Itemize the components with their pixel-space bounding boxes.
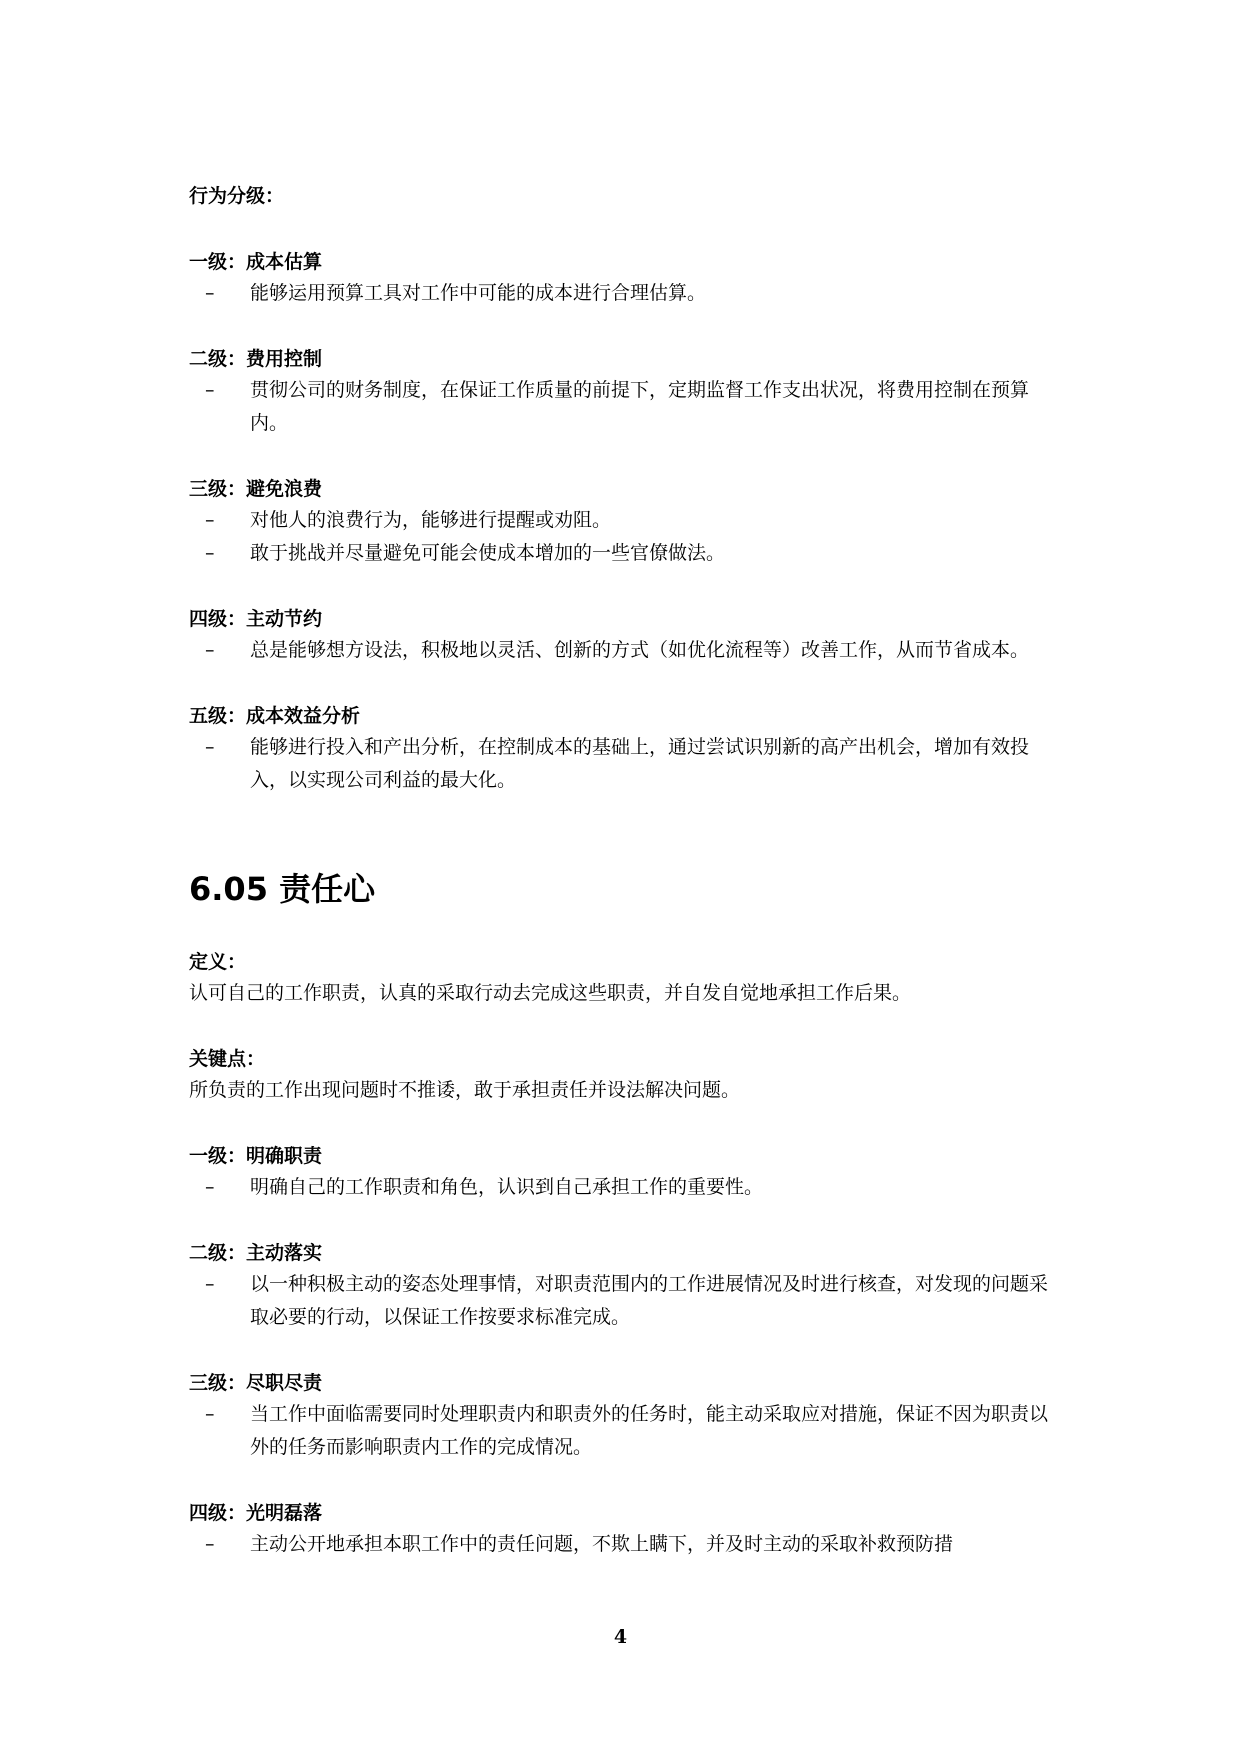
spacer (189, 211, 1055, 247)
responsibility-level-2-item (189, 1268, 1055, 1334)
responsibility-level-4-item (189, 1528, 1055, 1561)
definition-text: 认可自己的工作职责，认真的采取行动去完成这些职责，并自发自觉地承担工作后果。 (189, 982, 912, 1004)
spacer (189, 911, 1055, 947)
bullet-dash: – (205, 1533, 215, 1555)
key-points-label: 关键点： (189, 1048, 266, 1070)
spacer (189, 1334, 1055, 1368)
level-2-title: 二级：费用控制 (189, 348, 323, 370)
spacer (189, 1204, 1055, 1238)
bullet-dash: – (205, 736, 215, 758)
spacer (189, 570, 1055, 604)
level-4-item (189, 634, 1055, 667)
level-3-item-1 (189, 504, 1055, 537)
level-1-item (189, 277, 1055, 310)
bullet-dash: – (205, 542, 215, 564)
page-content (189, 181, 1055, 1561)
level-3-item-2-text: 敢于挑战并尽量避免可能会使成本增加的一些官僚做法。 (250, 542, 726, 564)
bullet-dash: – (205, 1403, 215, 1425)
level-5-item (189, 731, 1055, 797)
responsibility-level-1-title: 一级：明确职责 (189, 1145, 323, 1167)
responsibility-level-4-title: 四级：光明磊落 (189, 1502, 323, 1524)
level-4-item-text: 总是能够想方设法，积极地以灵活、创新的方式（如优化流程等）改善工作，从而节省成本。 (250, 639, 1030, 661)
page-number: 4 (613, 1626, 628, 1648)
spacer (189, 1464, 1055, 1498)
key-points-text: 所负责的工作出现问题时不推诿，敢于承担责任并设法解决问题。 (189, 1079, 741, 1101)
level-1-title: 一级：成本估算 (189, 251, 323, 273)
responsibility-level-1-item-text: 明确自己的工作职责和角色，认识到自己承担工作的重要性。 (250, 1176, 764, 1198)
spacer (189, 440, 1055, 474)
spacer (189, 1010, 1055, 1044)
bullet-dash: – (205, 509, 215, 531)
spacer (189, 797, 1055, 867)
bullet-dash: – (205, 282, 215, 304)
responsibility-level-2-title: 二级：主动落实 (189, 1242, 323, 1264)
responsibility-level-3-item-text: 当工作中面临需要同时处理职责内和职责外的任务时，能主动采取应对措施，保证不因为职责以外的任务而影响职责内工作的完成情况。 (250, 1403, 1049, 1458)
responsibility-level-3-title: 三级：尽职尽责 (189, 1372, 323, 1394)
level-5-item-text: 能够进行投入和产出分析，在控制成本的基础上，通过尝试识别新的高产出机会，增加有效投入，以实现公司利益的最大化。 (250, 736, 1030, 791)
level-2-item-text: 贯彻公司的财务制度，在保证工作质量的前提下，定期监督工作支出状况，将费用控制在预算内。 (250, 379, 1030, 434)
responsibility-level-1-item (189, 1171, 1055, 1204)
spacer (189, 310, 1055, 344)
level-3-item-2 (189, 537, 1055, 570)
spacer (189, 1107, 1055, 1141)
bullet-dash: – (205, 639, 215, 661)
definition-label: 定义： (189, 951, 247, 973)
responsibility-level-4-item-text: 主动公开地承担本职工作中的责任问题，不欺上瞒下，并及时主动的采取补救预防措 (250, 1533, 954, 1555)
level-3-item-1-text: 对他人的浪费行为，能够进行提醒或劝阻。 (250, 509, 612, 531)
behavior-levels-heading: 行为分级： (189, 185, 285, 207)
bullet-dash: – (205, 1176, 215, 1198)
level-5-title: 五级：成本效益分析 (189, 705, 361, 727)
bullet-dash: – (205, 1273, 215, 1295)
level-2-item (189, 374, 1055, 440)
spacer (189, 667, 1055, 701)
section-title: 6.05 责任心 (189, 870, 376, 908)
responsibility-level-3-item (189, 1398, 1055, 1464)
responsibility-level-2-item-text: 以一种积极主动的姿态处理事情，对职责范围内的工作进展情况及时进行核查，对发现的问题采取必要的行动，以保证工作按要求标准完成。 (250, 1273, 1049, 1328)
bullet-dash: – (205, 379, 215, 401)
level-4-title: 四级：主动节约 (189, 608, 323, 630)
level-1-item-text: 能够运用预算工具对工作中可能的成本进行合理估算。 (250, 282, 707, 304)
level-3-title: 三级：避免浪费 (189, 478, 323, 500)
